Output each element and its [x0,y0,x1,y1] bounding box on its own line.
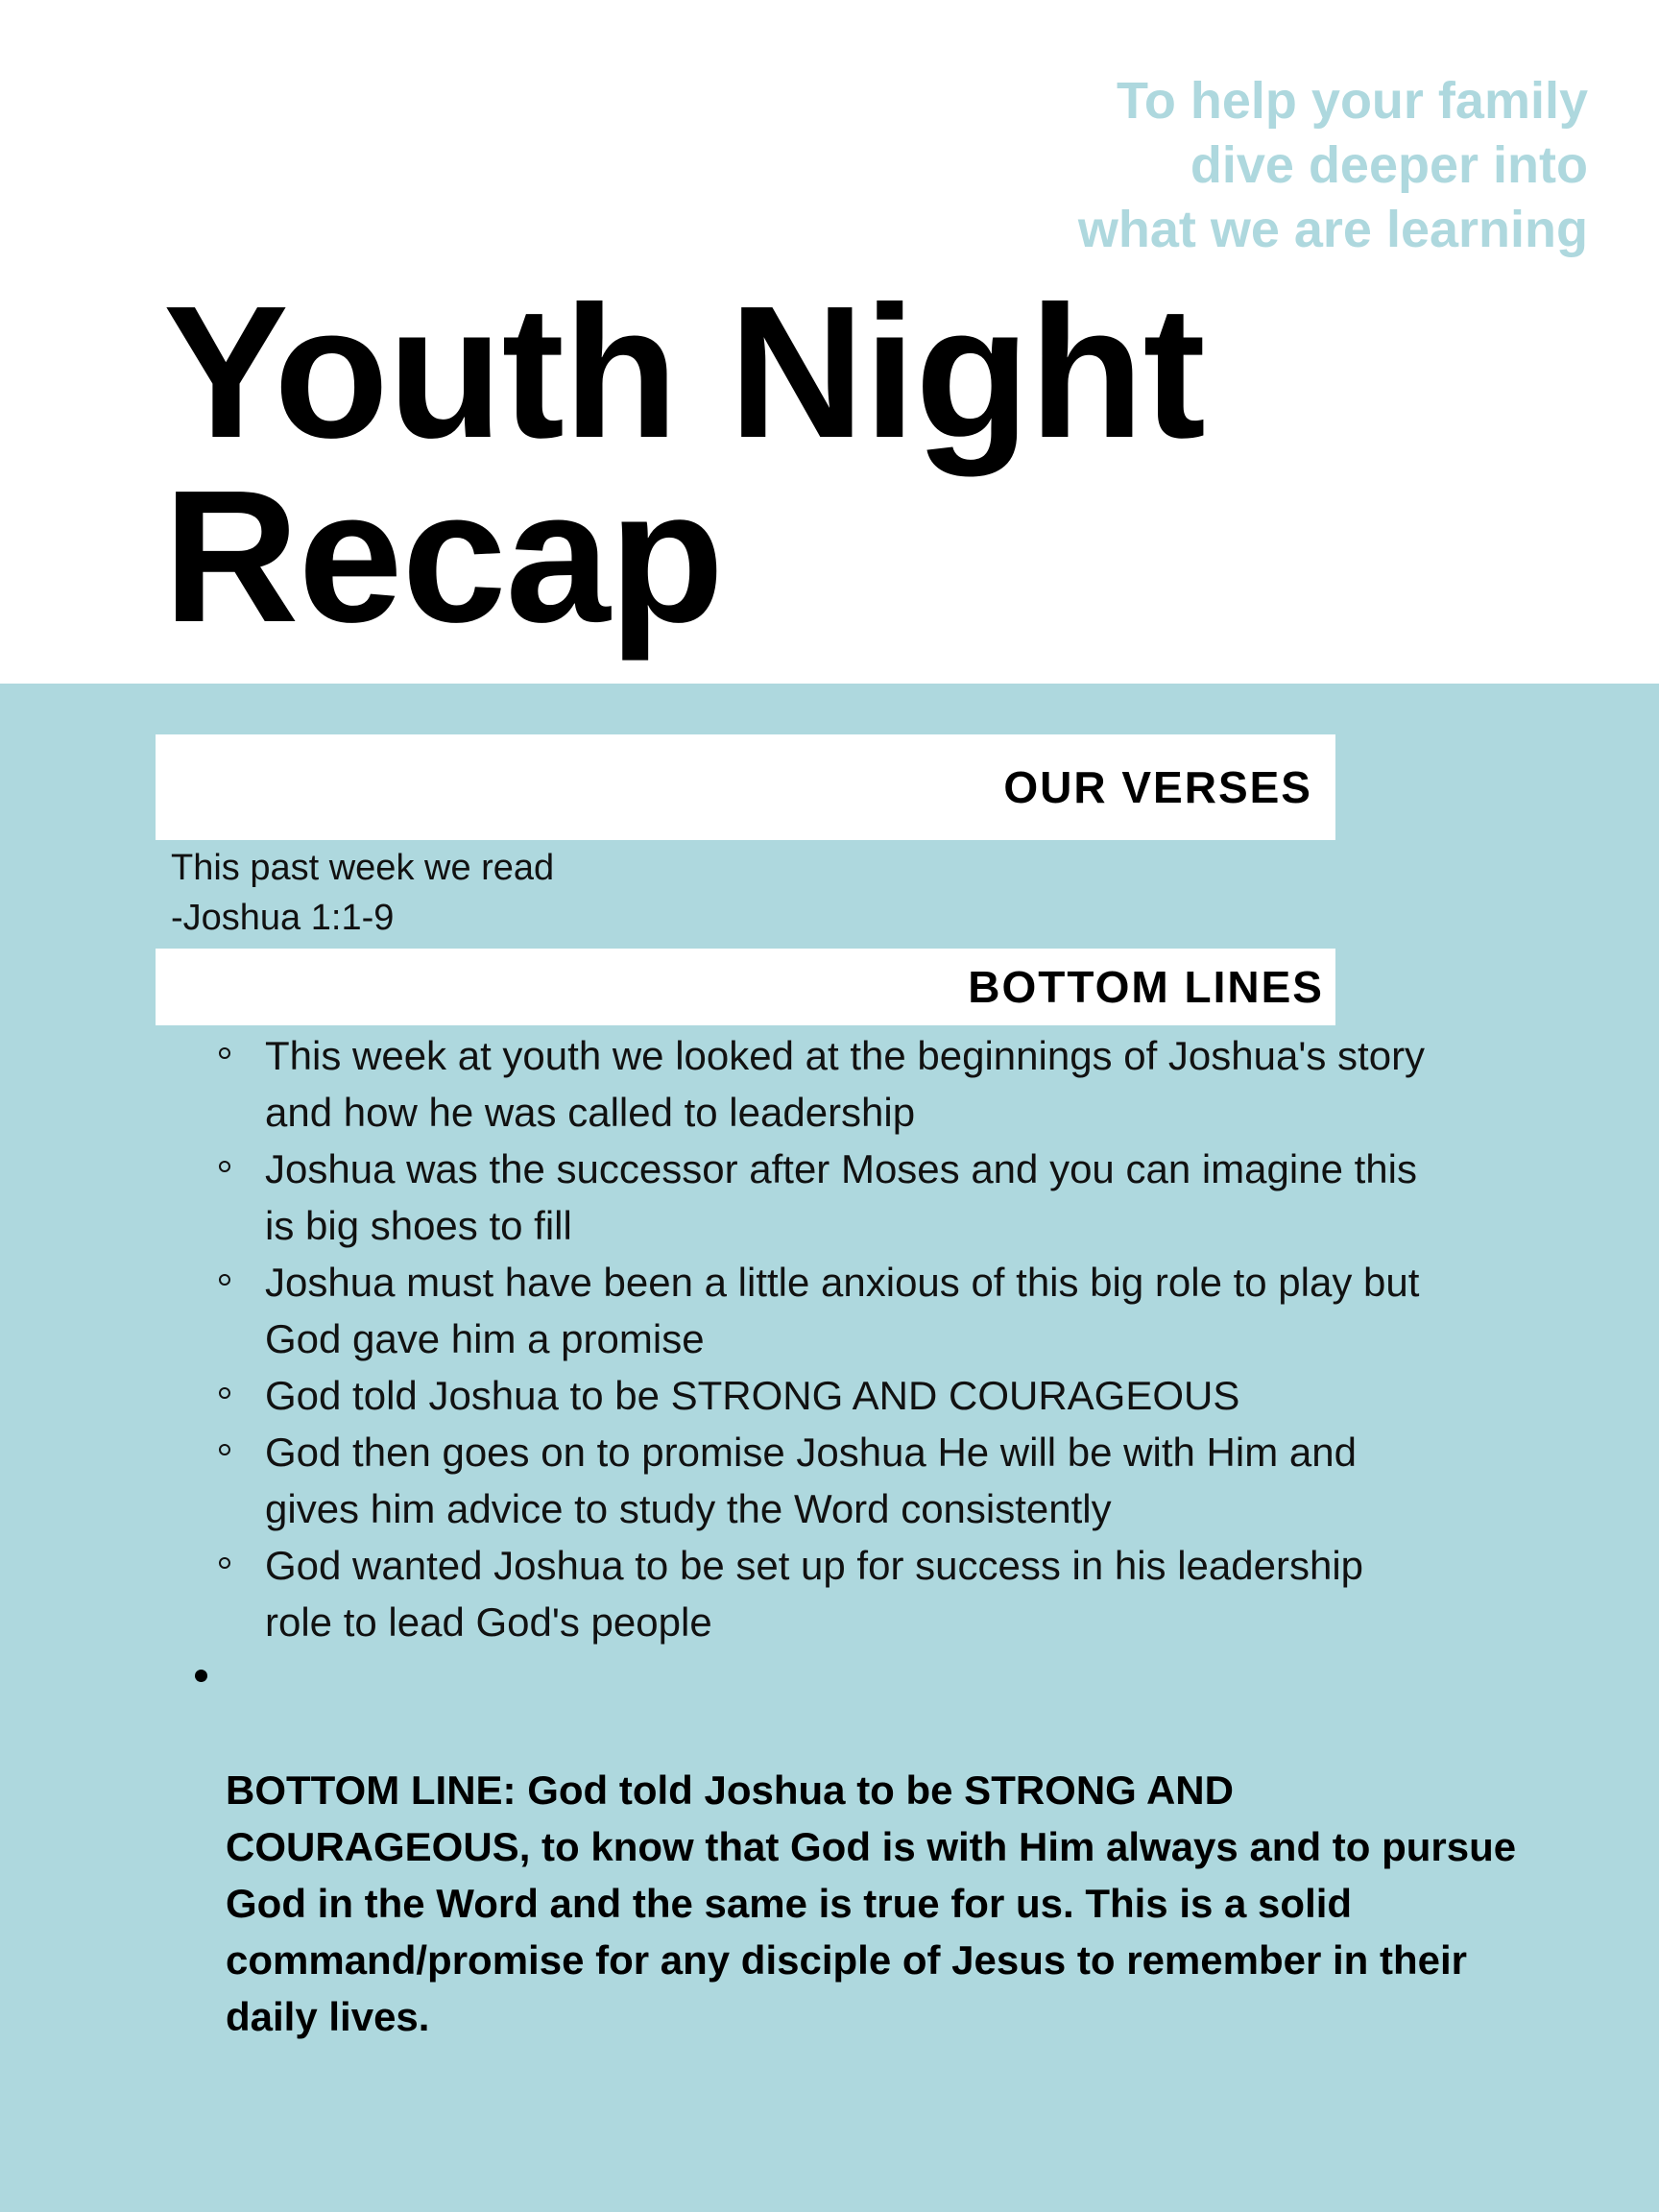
list-item-text: This week at youth we looked at the beginnings of Joshua's story and how he was called to leadership [265,1033,1426,1135]
verses-intro: This past week we read [171,848,555,888]
header-section [0,0,1659,684]
list-item [257,1027,1601,1141]
verses-reference: -Joshua 1:1-9 [171,898,395,938]
list-item [257,1141,1601,1254]
verses-text [171,843,554,943]
hollow-bullet-icon [219,1047,230,1059]
list-item-text: God told Joshua to be STRONG AND COURAGEOUS [265,1373,1240,1418]
solid-bullet-icon [195,1670,207,1682]
list-item-text: Joshua must have been a little anxious of this big role to play but God gave him a promise [265,1260,1420,1361]
content-panel [0,684,1659,2212]
bottom-lines-heading: BOTTOM LINES [156,949,1335,1025]
verses-heading: OUR VERSES [156,734,1335,840]
list-item [257,1254,1601,1367]
hollow-bullet-icon [219,1444,230,1455]
bottom-lines-list [257,1027,1601,1650]
list-item-text: Joshua was the successor after Moses and you can imagine this is big shoes to fill [265,1146,1417,1248]
title-line: Recap [163,451,724,661]
list-item [257,1424,1601,1537]
tagline-line: To help your family [1116,72,1588,130]
list-item [257,1367,1601,1424]
hollow-bullet-icon [219,1161,230,1172]
bottom-line-summary-text: BOTTOM LINE: God told Joshua to be STRONG AND COURAGEOUS, to know that God is with Him always and to pursue God in the Word and the same is true for us. This is a solid command/promise for any disciple of Jesus to remember in their daily lives. [226,1767,1517,2039]
page-title [163,267,1205,661]
hollow-bullet-icon [219,1274,230,1286]
tagline-line: dive deeper into [1190,136,1588,194]
list-item-text: God wanted Joshua to be set up for success in his leadership role to lead God's people [265,1543,1364,1645]
bottom-line-summary [226,1648,1608,2045]
hollow-bullet-icon [219,1557,230,1569]
hollow-bullet-icon [219,1387,230,1399]
title-line: Youth Night [163,267,1205,477]
list-item [257,1537,1601,1650]
list-item-text: God then goes on to promise Joshua He will be with Him and gives him advice to study the Word consistently [265,1430,1357,1531]
tagline-line: what we are learning [1077,201,1588,258]
tagline [1078,69,1588,262]
